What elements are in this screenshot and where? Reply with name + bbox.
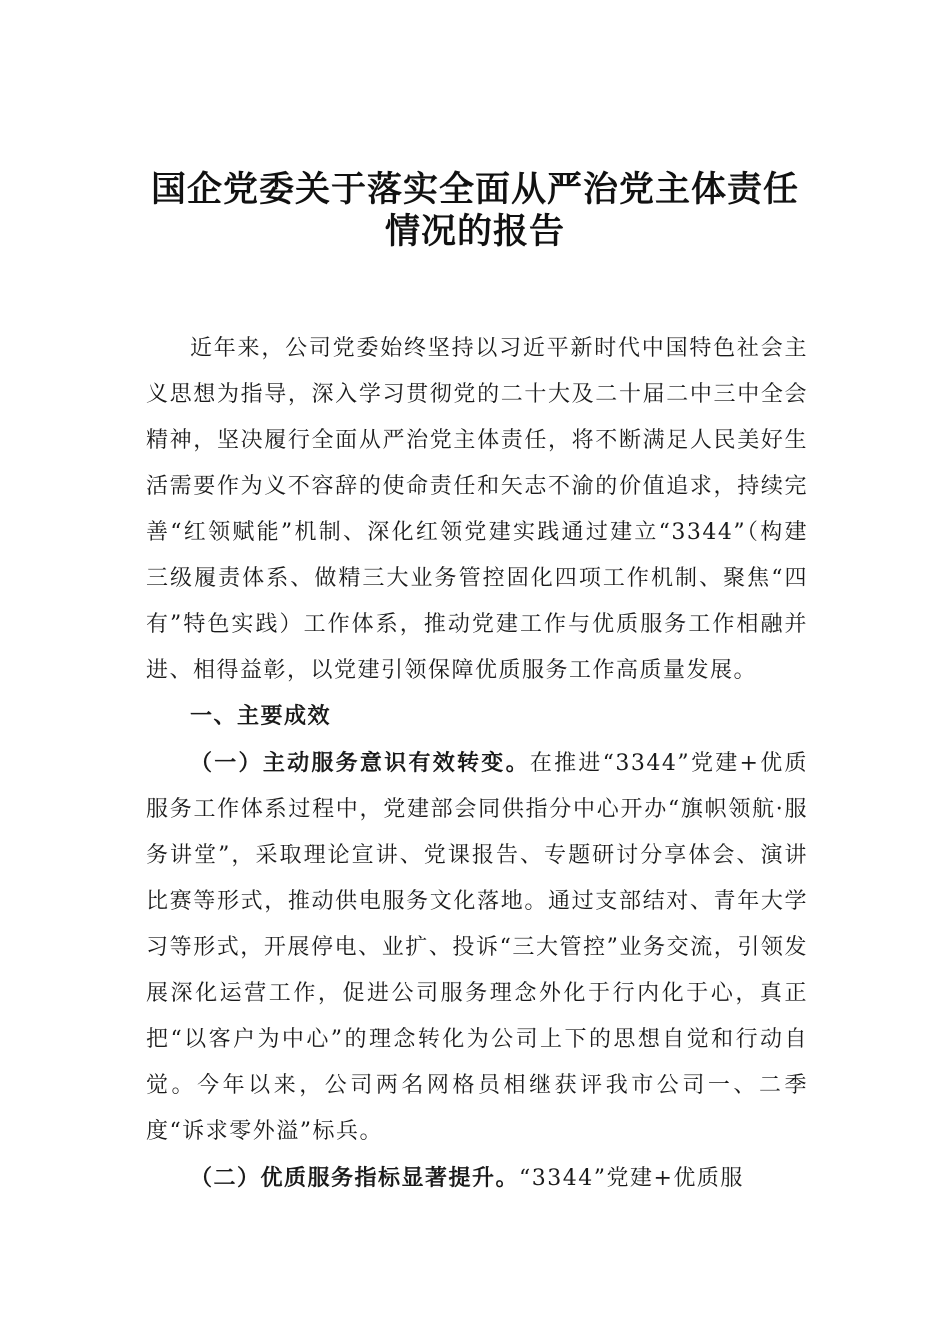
document-title-line-1: 国企党委关于落实全面从严治党主体责任 <box>150 169 799 210</box>
document-title-line-2: 情况的报告 <box>384 211 565 252</box>
item-2-lead: （二）优质服务指标显著提升。 <box>190 1165 520 1191</box>
item-1-paragraph <box>146 740 808 1155</box>
item-2-body: “3344”党建+优质服 <box>519 1166 744 1191</box>
document-body <box>146 326 808 1202</box>
item-2-paragraph <box>146 1155 808 1202</box>
section-heading: 一、主要成效 <box>190 704 332 729</box>
intro-paragraph: 近年来，公司党委始终坚持以习近平新时代中国特色社会主义思想为指导，深入学习贯彻党的二十大及二十届二中三中全会精神，坚决履行全面从严治党主体责任，将不断满足人民美好生活需要作为义不容辞的使命责任和矢志不渝的价值追求，持续完善“红领赋能”机制、深化红领党建实践通过建立“3344”（构建三级履责体系、做精三大业务管控固化四项工作机制、聚焦“四有”特色实践）工作体系，推动党建工作与优质服务工作相融并进、相得益彰，以党建引领保障优质服务工作高质量发展。 <box>146 336 808 683</box>
item-1-body: 在推进“3344”党建+优质服务工作体系过程中，党建部会同供指分中心开办“旗帜领航·服务讲堂”，采取理论宣讲、党课报告、专题研讨分享体会、演讲比赛等形式，推动供电服务文化落地。通过支部结对、青年大学习等形式，开展停电、业扩、投诉“三大管控”业务交流，引领发展深化运营工作，促进公司服务理念外化于行内化于心，真正把“以客户为中心”的理念转化为公司上下的思想自觉和行动自觉。今年以来，公司两名网格员相继获评我市公司一、二季度“诉求零外溢”标兵。 <box>146 751 808 1144</box>
item-1-lead: （一）主动服务意识有效转变。 <box>190 750 530 776</box>
